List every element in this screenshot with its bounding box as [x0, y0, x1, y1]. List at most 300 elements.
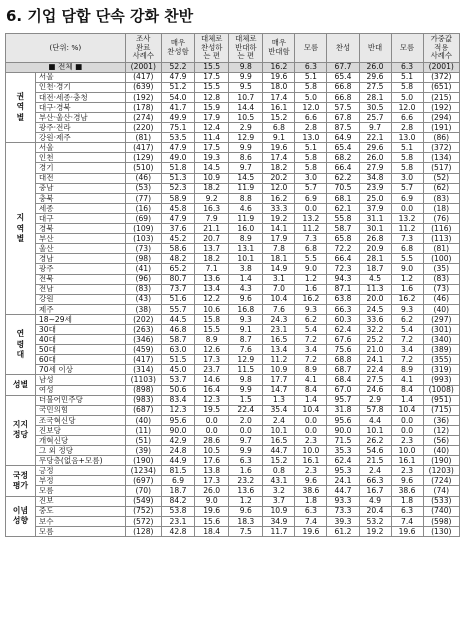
row-label: 부산	[35, 234, 125, 244]
table-cell: 44.7	[327, 486, 359, 496]
table-cell: (191)	[423, 123, 459, 133]
table-cell: 62.1	[327, 203, 359, 213]
table-row	[6, 486, 460, 496]
table-cell: 9.9	[229, 446, 263, 456]
table-cell: 15.5	[195, 62, 229, 72]
table-cell: 19.6	[263, 143, 295, 153]
table-cell: 34.9	[263, 516, 295, 526]
table-cell: (372)	[423, 72, 459, 82]
table-cell: 1.5	[229, 395, 263, 405]
table-cell: 5.4	[391, 324, 423, 334]
table-cell: 35.3	[327, 446, 359, 456]
table-cell: 7.4	[295, 516, 327, 526]
table-cell: 64.9	[327, 133, 359, 143]
table-cell: 65.4	[327, 143, 359, 153]
table-row	[6, 385, 460, 395]
table-cell: 9.3	[295, 304, 327, 314]
table-cell: 95.3	[327, 466, 359, 476]
table-row	[6, 526, 460, 536]
table-row	[6, 254, 460, 264]
table-cell: 14.6	[195, 375, 229, 385]
table-cell: 73.3	[327, 506, 359, 516]
table-cell: 2.8	[295, 123, 327, 133]
table-cell: 11.2	[263, 355, 295, 365]
table-cell: (417)	[125, 72, 161, 82]
table-cell: 0.0	[295, 425, 327, 435]
table-cell: 10.1	[359, 425, 391, 435]
header-somewhat-oppose: 대체로 반대하 는 편	[229, 34, 263, 63]
table-cell: (134)	[423, 153, 459, 163]
table-cell: 12.6	[195, 345, 229, 355]
table-cell: 11.3	[359, 284, 391, 294]
table-cell: 87.5	[327, 123, 359, 133]
row-label: 광주	[35, 264, 125, 274]
table-cell: 10.5	[229, 113, 263, 123]
table-cell: 15.9	[195, 102, 229, 112]
table-cell: 57.5	[327, 102, 359, 112]
header-weighted: 가중값 적용 사례수	[423, 34, 459, 63]
table-cell: (98)	[125, 254, 161, 264]
table-cell: 5.1	[391, 72, 423, 82]
table-row	[6, 213, 460, 223]
table-cell: 15.8	[195, 314, 229, 324]
table-cell: 18.4	[195, 526, 229, 536]
table-cell: (2001)	[423, 62, 459, 72]
table-cell: 16.2	[263, 193, 295, 203]
table-cell: 8.9	[391, 365, 423, 375]
header-sample: 조사 완료 사례수	[125, 34, 161, 63]
table-cell: 33.6	[359, 314, 391, 324]
table-cell: (190)	[125, 456, 161, 466]
table-cell: 10.4	[263, 294, 295, 304]
table-cell: 5.8	[295, 82, 327, 92]
table-cell: 53.5	[161, 133, 194, 143]
table-cell: 62.4	[327, 456, 359, 466]
table-cell: 51.3	[161, 173, 194, 183]
table-cell: 80.7	[161, 274, 194, 284]
row-label: 전남	[35, 284, 125, 294]
table-cell: (40)	[125, 415, 161, 425]
table-cell: 95.6	[161, 415, 194, 425]
table-cell: (52)	[423, 173, 459, 183]
table-cell: 9.6	[229, 506, 263, 516]
table-cell: (202)	[125, 314, 161, 324]
table-row	[6, 203, 460, 213]
group-label: 국정 평가	[6, 466, 36, 496]
table-cell: (100)	[423, 254, 459, 264]
table-cell: 94.3	[327, 274, 359, 284]
table-cell: 55.7	[161, 304, 194, 314]
table-cell: 13.4	[263, 345, 295, 355]
table-cell: 4.3	[229, 284, 263, 294]
table-cell: 45.0	[161, 365, 194, 375]
table-cell: 10.7	[229, 92, 263, 102]
table-cell: 17.4	[263, 92, 295, 102]
table-cell: 18.2	[195, 254, 229, 264]
header-unknown-2: 모름	[391, 34, 423, 63]
table-cell: (81)	[125, 133, 161, 143]
table-cell: 54.0	[161, 92, 194, 102]
table-cell: 23.1	[161, 516, 194, 526]
table-cell: 45.2	[161, 234, 194, 244]
table-cell: 41.7	[161, 102, 194, 112]
table-cell: (533)	[423, 496, 459, 506]
table-cell: 3.2	[263, 486, 295, 496]
row-label: 제주	[35, 304, 125, 314]
header-strongly-oppose: 매우 반대함	[263, 34, 295, 63]
table-row	[6, 335, 460, 345]
table-cell: 17.7	[263, 375, 295, 385]
table-cell: 16.4	[195, 385, 229, 395]
table-cell: 25.7	[359, 113, 391, 123]
table-cell: 68.2	[327, 153, 359, 163]
table-cell: 28.1	[359, 254, 391, 264]
table-cell: 21.0	[359, 345, 391, 355]
row-label: 부산·울산·경남	[35, 113, 125, 123]
table-cell: 6.8	[391, 244, 423, 254]
table-cell: 90.0	[161, 425, 194, 435]
table-cell: 10.5	[195, 446, 229, 456]
table-cell: 5.1	[391, 143, 423, 153]
table-cell: 1.2	[295, 274, 327, 284]
table-cell: (389)	[423, 345, 459, 355]
group-label: 지지 정당	[6, 395, 36, 466]
table-cell: 51.8	[161, 163, 194, 173]
table-cell: (215)	[423, 92, 459, 102]
header-strongly-agree: 매우 찬성함	[161, 34, 194, 63]
table-cell: 73.7	[161, 284, 194, 294]
table-cell: 0.0	[195, 425, 229, 435]
table-cell: (651)	[423, 82, 459, 92]
table-cell: (113)	[423, 234, 459, 244]
row-label: 강원·제주	[35, 133, 125, 143]
table-cell: (56)	[423, 436, 459, 446]
table-cell: 75.1	[161, 123, 194, 133]
table-row	[6, 234, 460, 244]
table-cell: 95.7	[327, 395, 359, 405]
table-cell: 23.9	[359, 183, 391, 193]
table-row	[6, 72, 460, 82]
row-label: 경북	[35, 224, 125, 234]
table-cell: (128)	[125, 526, 161, 536]
table-cell: 5.4	[295, 324, 327, 334]
table-cell: 20.0	[359, 294, 391, 304]
table-cell: 16.2	[295, 294, 327, 304]
table-cell: 24.5	[359, 304, 391, 314]
table-row	[6, 436, 460, 446]
table-cell: 11.4	[195, 133, 229, 143]
table-cell: 66.8	[327, 92, 359, 102]
table-cell: 44.9	[161, 456, 194, 466]
table-cell: 67.8	[327, 113, 359, 123]
table-cell: 2.9	[229, 123, 263, 133]
table-cell: 25.0	[359, 193, 391, 203]
table-cell: 17.4	[263, 153, 295, 163]
table-cell: 14.7	[263, 385, 295, 395]
table-cell: 60.3	[327, 314, 359, 324]
table-cell: 72.2	[327, 244, 359, 254]
table-cell: 9.1	[263, 133, 295, 143]
table-cell: 6.3	[391, 62, 423, 72]
table-row	[6, 102, 460, 112]
table-cell: (355)	[423, 355, 459, 365]
table-cell: 30.1	[359, 224, 391, 234]
row-label: 대구·경북	[35, 102, 125, 112]
table-cell: 16.3	[195, 203, 229, 213]
table-cell: 70.5	[327, 183, 359, 193]
table-cell: 67.7	[327, 62, 359, 72]
table-row	[6, 375, 460, 385]
table-cell: 1.6	[295, 284, 327, 294]
table-cell: 15.2	[263, 456, 295, 466]
table-cell: 19.6	[263, 72, 295, 82]
table-cell: 7.0	[263, 284, 295, 294]
table-row	[6, 163, 460, 173]
table-cell: 13.1	[229, 244, 263, 254]
row-label: 서울	[35, 72, 125, 82]
table-cell: (35)	[423, 264, 459, 274]
group-label: 이념 성향	[6, 496, 36, 536]
table-cell: 9.5	[229, 82, 263, 92]
row-label: 진보	[35, 496, 125, 506]
table-row	[6, 113, 460, 123]
row-label: 모름	[35, 526, 125, 536]
header-oppose: 반대	[359, 34, 391, 63]
table-cell: 19.2	[359, 526, 391, 536]
table-cell: 9.1	[229, 324, 263, 334]
table-cell: 1.8	[391, 496, 423, 506]
table-cell: 81.5	[161, 466, 194, 476]
table-cell: 28.1	[359, 92, 391, 102]
table-cell: 0.0	[391, 415, 423, 425]
table-cell: (417)	[125, 355, 161, 365]
table-cell: (62)	[423, 183, 459, 193]
table-cell: (18)	[423, 203, 459, 213]
table-cell: 37.6	[161, 224, 194, 234]
table-cell: 72.3	[327, 264, 359, 274]
table-cell: 27.9	[359, 163, 391, 173]
table-cell: 12.9	[229, 133, 263, 143]
table-cell: 63.0	[161, 345, 194, 355]
table-cell: (740)	[423, 506, 459, 516]
row-label: 무당층(없음+모름)	[35, 456, 125, 466]
table-cell: 9.2	[195, 193, 229, 203]
row-label: 70세 이상	[35, 365, 125, 375]
table-cell: 5.8	[391, 82, 423, 92]
table-cell: 9.8	[229, 62, 263, 72]
table-cell: 51.2	[161, 82, 194, 92]
table-cell: 10.1	[229, 254, 263, 264]
table-cell: 6.3	[295, 506, 327, 516]
row-label: 전북	[35, 274, 125, 284]
table-cell: 51.6	[161, 294, 194, 304]
table-row	[6, 446, 460, 456]
table-cell: 20.7	[195, 234, 229, 244]
table-cell: 16.1	[263, 102, 295, 112]
table-cell: (598)	[423, 516, 459, 526]
table-cell: 67.6	[327, 335, 359, 345]
table-cell: 38.6	[391, 486, 423, 496]
table-cell: (81)	[423, 244, 459, 254]
table-cell: 23.1	[263, 324, 295, 334]
table-cell: (301)	[423, 324, 459, 334]
table-cell: 50.6	[161, 385, 194, 395]
table-cell: 7.2	[295, 335, 327, 345]
table-cell: 42.9	[161, 436, 194, 446]
table-cell: 68.4	[327, 375, 359, 385]
table-cell: 11.5	[229, 365, 263, 375]
table-cell: 3.0	[391, 173, 423, 183]
table-cell: 21.5	[359, 456, 391, 466]
table-cell: 12.4	[195, 123, 229, 133]
row-label: 조국혁신당	[35, 415, 125, 425]
table-cell: 31.1	[359, 213, 391, 223]
group-label: 권 역 별	[6, 72, 36, 143]
table-cell: 66.4	[327, 254, 359, 264]
table-row	[6, 506, 460, 516]
table-cell: (572)	[125, 516, 161, 526]
row-label: 경기	[35, 163, 125, 173]
table-cell: 16.0	[229, 224, 263, 234]
table-cell: 19.5	[195, 405, 229, 415]
table-cell: 61.2	[327, 526, 359, 536]
table-row	[6, 405, 460, 415]
table-cell: 1.4	[229, 274, 263, 284]
row-label: 개혁신당	[35, 436, 125, 446]
table-cell: 57.8	[359, 405, 391, 415]
table-cell: 11.2	[295, 224, 327, 234]
table-cell: 4.6	[229, 203, 263, 213]
table-cell: 26.0	[359, 153, 391, 163]
table-cell: 21.1	[195, 224, 229, 234]
table-cell: 66.3	[359, 476, 391, 486]
table-cell: (86)	[423, 133, 459, 143]
table-cell: 16.8	[229, 304, 263, 314]
table-cell: 5.5	[391, 254, 423, 264]
table-cell: 66.4	[327, 163, 359, 173]
table-cell: 8.9	[229, 234, 263, 244]
table-cell: 20.2	[263, 173, 295, 183]
table-cell: 7.1	[195, 264, 229, 274]
table-cell: 20.4	[359, 506, 391, 516]
table-cell: 52.2	[161, 62, 194, 72]
table-cell: 2.3	[391, 436, 423, 446]
table-cell: 4.1	[295, 375, 327, 385]
table-cell: 31.8	[327, 405, 359, 415]
table-cell: (83)	[423, 193, 459, 203]
table-cell: (43)	[125, 294, 161, 304]
table-cell: 15.5	[195, 82, 229, 92]
table-cell: 19.2	[263, 213, 295, 223]
table-row	[6, 466, 460, 476]
group-label: 성별	[6, 375, 36, 395]
row-label: 강원	[35, 294, 125, 304]
table-cell: (12)	[423, 425, 459, 435]
table-cell: (639)	[125, 82, 161, 92]
table-cell: 27.5	[359, 82, 391, 92]
table-cell: 1.4	[391, 395, 423, 405]
table-row	[6, 92, 460, 102]
table-cell: 17.9	[195, 113, 229, 123]
table-cell: (192)	[125, 92, 161, 102]
table-cell: (103)	[125, 234, 161, 244]
table-row	[6, 425, 460, 435]
table-cell: 5.8	[295, 153, 327, 163]
table-cell: 5.0	[295, 92, 327, 102]
table-cell: 6.3	[391, 506, 423, 516]
table-cell: (96)	[125, 274, 161, 284]
table-cell: 8.6	[229, 153, 263, 163]
table-cell: 8.4	[391, 385, 423, 395]
table-cell: (951)	[423, 395, 459, 405]
table-cell: (1234)	[125, 466, 161, 476]
table-cell: 25.2	[359, 335, 391, 345]
table-cell: 22.4	[359, 365, 391, 375]
table-cell: 10.0	[391, 446, 423, 456]
row-label: 여성	[35, 385, 125, 395]
table-cell: 4.1	[391, 375, 423, 385]
table-cell: (340)	[423, 335, 459, 345]
table-cell: (41)	[125, 264, 161, 274]
table-cell: (314)	[125, 365, 161, 375]
table-cell: 27.5	[359, 375, 391, 385]
table-row	[6, 274, 460, 284]
table-cell: 9.9	[229, 72, 263, 82]
table-row	[6, 193, 460, 203]
table-cell: 68.8	[327, 355, 359, 365]
table-cell: 29.6	[359, 143, 391, 153]
table-cell: (73)	[423, 284, 459, 294]
table-cell: 48.2	[161, 254, 194, 264]
row-label: 충남	[35, 183, 125, 193]
table-cell: 93.3	[327, 496, 359, 506]
table-cell: 11.9	[229, 183, 263, 193]
table-cell: 3.7	[263, 496, 295, 506]
table-cell: 37.9	[359, 203, 391, 213]
table-cell: 9.3	[229, 314, 263, 324]
table-cell: 12.0	[295, 102, 327, 112]
table-cell: (192)	[423, 102, 459, 112]
table-cell: 52.3	[161, 183, 194, 193]
row-label: 국민의힘	[35, 405, 125, 415]
table-cell: (40)	[423, 446, 459, 456]
table-cell: 2.4	[359, 466, 391, 476]
table-cell: 9.7	[229, 436, 263, 446]
table-cell: 4.9	[359, 496, 391, 506]
table-cell: 16.2	[391, 294, 423, 304]
table-cell: 9.0	[295, 264, 327, 274]
table-cell: 26.0	[359, 62, 391, 72]
table-cell: 7.2	[391, 335, 423, 345]
table-cell: 24.6	[359, 385, 391, 395]
table-cell: 1.6	[391, 284, 423, 294]
table-cell: (73)	[125, 244, 161, 254]
table-cell: 49.0	[161, 153, 194, 163]
table-row	[6, 476, 460, 486]
table-cell: (129)	[125, 153, 161, 163]
table-cell: 6.6	[391, 113, 423, 123]
table-cell: 0.0	[391, 203, 423, 213]
table-cell: 44.5	[161, 314, 194, 324]
table-cell: 6.8	[295, 244, 327, 254]
table-cell: 15.6	[195, 516, 229, 526]
table-cell: 2.3	[295, 436, 327, 446]
table-cell: 4.4	[359, 415, 391, 425]
table-cell: 58.7	[161, 335, 194, 345]
table-cell: 9.9	[229, 143, 263, 153]
row-label: 18~29세	[35, 314, 125, 324]
table-cell: 6.2	[391, 314, 423, 324]
